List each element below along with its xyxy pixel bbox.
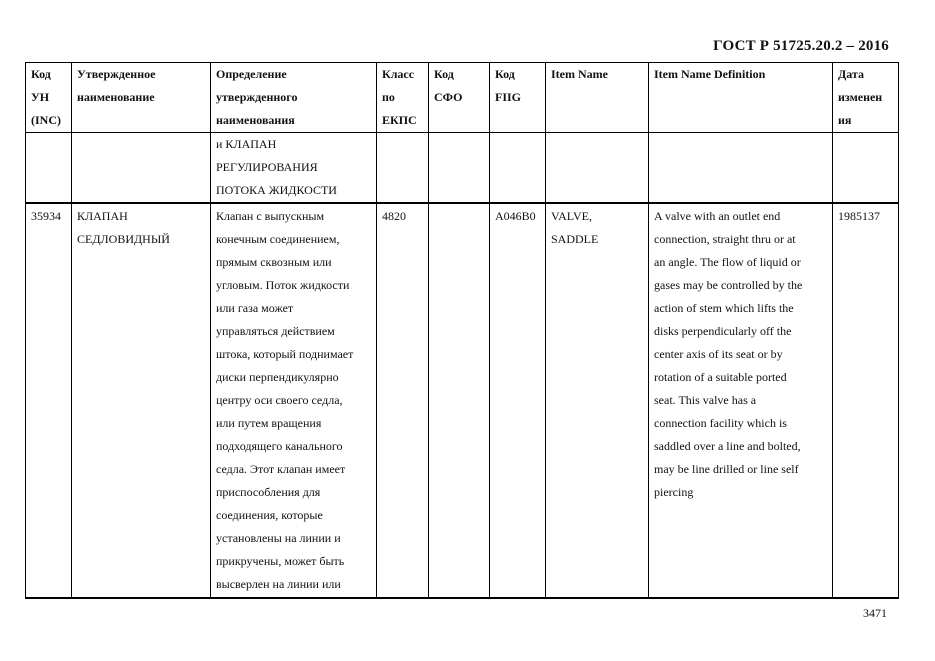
cell-inc: 35934 bbox=[26, 203, 72, 598]
catalog-table bbox=[25, 62, 899, 599]
cell-date: 1985137 bbox=[833, 203, 899, 598]
table-row bbox=[26, 203, 899, 598]
cell-definition: и КЛАПАН РЕГУЛИРОВАНИЯ ПОТОКА ЖИДКОСТИ bbox=[211, 133, 377, 204]
document-header: ГОСТ Р 51725.20.2 – 2016 bbox=[713, 38, 889, 54]
cell-fiig: A046B0 bbox=[490, 203, 546, 598]
col-header-inc: Код УН (INC) bbox=[26, 63, 72, 133]
cell-inc bbox=[26, 133, 72, 204]
cell-sfo bbox=[429, 133, 490, 204]
col-header-approved-name: Утвержденное наименование bbox=[72, 63, 211, 133]
cell-item-definition bbox=[649, 133, 833, 204]
col-header-definition: Определение утвержденного наименования bbox=[211, 63, 377, 133]
col-header-class: Класс по ЕКПС bbox=[377, 63, 429, 133]
col-header-item-name: Item Name bbox=[546, 63, 649, 133]
cell-class bbox=[377, 133, 429, 204]
page-number: 3471 bbox=[863, 606, 887, 620]
cell-definition: Клапан с выпускным конечным соединением, прямым сквозным или угловым. Поток жидкости или газа может управляться действием штока, который поднимает диски перпендикулярно центру оси своего седла, или путем вращения подходящего канального седла. Этот клапан имеет приспособления для соединения, которые установлены на линии и прикручены, может быть высверлен на линии или bbox=[211, 203, 377, 598]
col-header-date: Дата изменен ия bbox=[833, 63, 899, 133]
cell-date bbox=[833, 133, 899, 204]
col-header-item-definition: Item Name Definition bbox=[649, 63, 833, 133]
cell-fiig bbox=[490, 133, 546, 204]
cell-sfo bbox=[429, 203, 490, 598]
cell-item-name: VALVE, SADDLE bbox=[546, 203, 649, 598]
col-header-fiig: Код FIIG bbox=[490, 63, 546, 133]
table-header-row bbox=[26, 63, 899, 133]
cell-class: 4820 bbox=[377, 203, 429, 598]
table-row-continuation bbox=[26, 133, 899, 204]
cell-item-definition: A valve with an outlet end connection, straight thru or at an angle. The flow of liquid or gases may be controlled by the action of stem which lifts the disks perpendicularly off the center axis of its seat or by rotation of a suitable ported seat. This valve has a connection facility which is saddled over a line and bolted, may be line drilled or line self piercing bbox=[649, 203, 833, 598]
cell-approved-name: КЛАПАН СЕДЛОВИДНЫЙ bbox=[72, 203, 211, 598]
cell-item-name bbox=[546, 133, 649, 204]
col-header-sfo: Код СФО bbox=[429, 63, 490, 133]
cell-approved-name bbox=[72, 133, 211, 204]
